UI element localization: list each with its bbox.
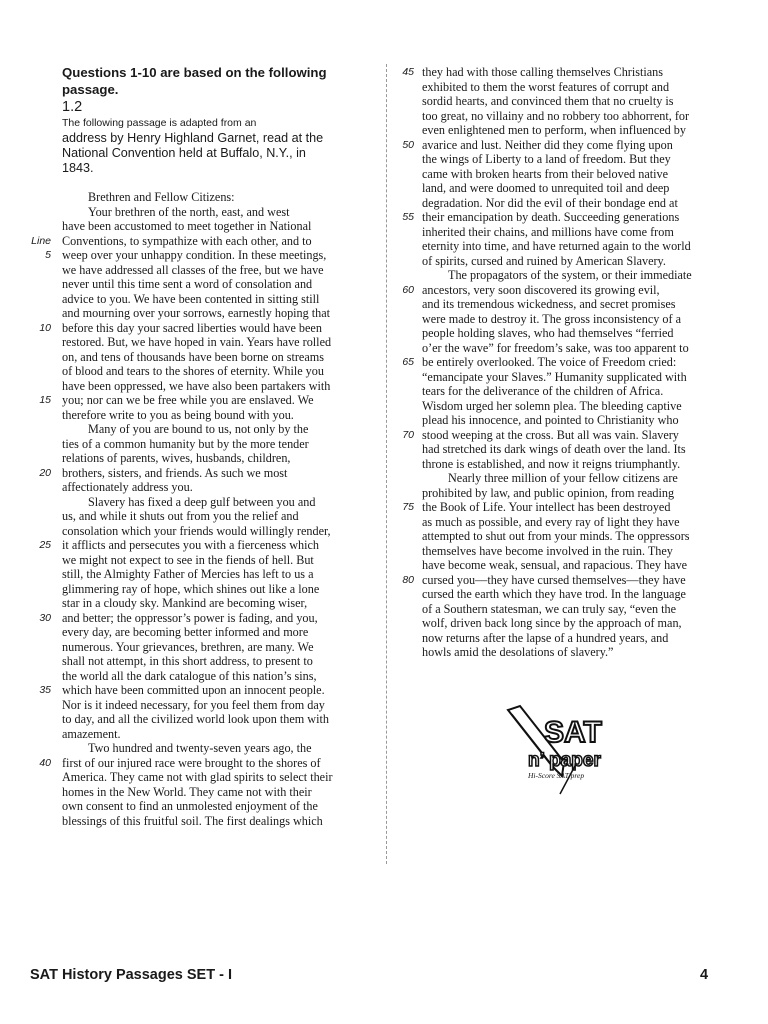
passage-line-text: Slavery has fixed a deep gulf between you and [88, 494, 316, 509]
passage-line [422, 529, 732, 544]
passage-line [422, 442, 732, 457]
passage-line [422, 515, 732, 530]
line-number: 5 [45, 249, 51, 261]
line-number: 65 [402, 356, 414, 368]
line-number: 15 [39, 394, 51, 406]
intro-line-1: The following passage is adapted from an [62, 117, 257, 129]
passage-line-text: still, the Almighty Father of Mercies has left to us a [62, 567, 314, 581]
passage-line-text: of spirits, cursed and ruined by American Slavery. [422, 253, 666, 268]
passage-line [422, 109, 732, 124]
passage-line-text: and mourning over your sorrows, earnestly hoping that [62, 306, 331, 320]
line-number: 20 [39, 466, 51, 479]
passage-line-text: they had with those calling themselves Christians [422, 65, 664, 79]
passage-line [39, 538, 372, 553]
passage-line [422, 167, 732, 182]
passage-left-column [31, 190, 372, 828]
passage-line-text: Wisdom urged her solemn plea. The bleeding captive [422, 398, 682, 413]
set-number: 1.2 [62, 99, 83, 115]
passage-line [62, 814, 372, 829]
passage-line-text: now returns after the lapse of a hundred years, and [422, 630, 669, 645]
passage-line-text: we might not expect to see in the fiends of hell. But [62, 552, 314, 567]
line-number: 45 [402, 66, 414, 78]
passage-line [402, 137, 732, 153]
passage-line [422, 413, 732, 428]
sat-n-paper-logo [498, 704, 602, 800]
passage-line [39, 755, 372, 771]
passage-line [39, 465, 372, 481]
questions-instruction [62, 64, 362, 98]
passage-line-text: avarice and lust. Neither did they come flying upon [422, 137, 673, 152]
passage-line-text: degradation. Nor did the evil of their bondage end at [422, 195, 678, 210]
passage-line-text: as much as possible, and every ray of light they have [422, 514, 680, 529]
passage-line [62, 509, 372, 524]
passage-line [422, 370, 732, 385]
passage-line-text: o’er the wave” for freedom’s sake, was too apparent to [422, 340, 689, 355]
passage-line [62, 654, 372, 669]
passage-line-text: affectionately address you. [62, 480, 193, 494]
passage-line-text: tears for the deliverance of the children of Africa. [422, 384, 664, 398]
passage-line [62, 190, 372, 205]
passage-line-text: have been oppressed, we have also been partakers with [62, 378, 331, 393]
passage-line [422, 326, 732, 341]
passage-intro [62, 116, 362, 176]
passage-line [62, 306, 372, 321]
line-number: 40 [39, 756, 51, 769]
intro-line-2: address by Henry Highland Garnet, read at the [62, 131, 324, 145]
line-number: 70 [402, 428, 414, 441]
passage-line [62, 727, 372, 742]
passage-line [39, 610, 372, 626]
passage-line [62, 408, 372, 423]
passage-line [422, 486, 732, 501]
passage-line-text: advice to you. We have been contented in sitting still [62, 291, 320, 306]
passage-line [62, 596, 372, 611]
passage-line [422, 645, 732, 660]
passage-line [402, 427, 732, 443]
logo-word-1: SAT [544, 716, 602, 749]
passage-line [402, 282, 732, 298]
passage-line [62, 712, 372, 727]
passage-line [62, 785, 372, 800]
question-header [62, 64, 362, 176]
passage-line [62, 219, 372, 234]
line-number: 50 [402, 138, 414, 151]
passage-line-text: weep over your unhappy condition. In these meetings, [62, 248, 327, 262]
passage-line-text: came with broken hearts from their beloved native [422, 166, 669, 181]
page-number: 4 [700, 967, 709, 983]
passage-line [422, 239, 732, 254]
passage-line-text: therefore write to you as being bound with you. [62, 407, 294, 422]
passage-line [422, 587, 732, 602]
passage-line [62, 553, 372, 568]
passage-line [62, 422, 372, 437]
passage-line-text: it afflicts and persecutes you with a fierceness which [62, 538, 319, 552]
passage-line-text: prohibited by law, and public opinion, from reading [422, 485, 675, 500]
passage-line [39, 320, 372, 336]
passage-line-text: inherited their chains, and millions have come from [422, 224, 674, 239]
intro-line-3: National Convention held at Buffalo, N.Y., in [62, 146, 306, 160]
passage-line [402, 500, 732, 515]
passage-line-text: shall not attempt, in this short address, to present to [62, 654, 313, 668]
passage-line-text: relations of parents, wives, husbands, children, [62, 451, 291, 465]
line-number: 80 [402, 573, 414, 586]
passage-line-text: have become weak, sensual, and rapacious. They have [422, 558, 688, 572]
passage-line-text: of a Southern statesman, we can truly say, “even the [422, 601, 677, 616]
passage-line-text: land, and were doomed to unrequited toil and deep [422, 181, 670, 195]
passage-line-text: attempted to shut out from your minds. The oppressors [422, 529, 690, 543]
line-number: 25 [39, 539, 51, 551]
passage-line [422, 225, 732, 240]
line-label: Line [31, 234, 51, 247]
passage-line [422, 631, 732, 646]
passage-line-text: sordid hearts, and convinced them that no cruelty is [422, 94, 674, 108]
passage-line-text: throne is established, and now it reigns triumphantly. [422, 456, 681, 471]
passage-line [39, 683, 372, 698]
passage-line-text: ancestors, very soon discovered its growing evil, [422, 282, 660, 297]
passage-line-text: cursed you—they have cursed themselves—they have [422, 572, 686, 587]
passage-line [39, 393, 372, 408]
passage-line [422, 471, 732, 486]
passage-line [62, 379, 372, 394]
passage-line [62, 480, 372, 495]
passage-line [422, 457, 732, 472]
passage-line [422, 399, 732, 414]
passage-line-text: Brethren and Fellow Citizens: [88, 190, 235, 204]
passage-line-text: Your brethren of the north, east, and west [88, 204, 290, 219]
passage-line [45, 248, 372, 263]
line-number: 60 [402, 283, 414, 296]
passage-line [62, 335, 372, 350]
passage-line-text: the world all the dark catalogue of this nation’s sins, [62, 668, 317, 683]
line-number: 55 [402, 211, 414, 223]
passage-line-text: brothers, sisters, and friends. As such we most [62, 465, 288, 480]
passage-line [62, 640, 372, 655]
passage-line [62, 524, 372, 539]
passage-line-text: Nor is it indeed necessary, for you feel them from day [62, 697, 325, 712]
passage-line [422, 80, 732, 95]
passage-line [62, 625, 372, 640]
passage-line [422, 94, 732, 109]
passage-line [62, 495, 372, 510]
passage-line-text: even enlightened men to perform, when influenced by [422, 123, 686, 137]
passage-line-text: exhibited to them the worst features of corrupt and [422, 79, 670, 94]
passage-line [62, 669, 372, 684]
passage-line-text: America. They came not with glad spirits to select their [62, 770, 333, 784]
logo-tagline: Hi-Score SAT prep [528, 771, 585, 780]
passage-line [422, 196, 732, 211]
passage-line [422, 297, 732, 312]
passage-line-text: never until this time sent a word of consolation and [62, 277, 313, 291]
passage-line [422, 544, 732, 559]
passage-line [62, 277, 372, 292]
passage-line-text: restored. But, we have hoped in vain. Years have rolled [62, 335, 332, 349]
passage-right-column [402, 65, 732, 660]
logo-word-2: n’ paper [528, 750, 601, 771]
passage-line-text: wolf, driven back long since by the approach of man, [422, 616, 682, 630]
passage-line [422, 181, 732, 196]
passage-line-text: The propagators of the system, or their immediate [448, 268, 692, 282]
passage-line-text: first of our injured race were brought to the shores of [62, 755, 321, 770]
passage-line [62, 567, 372, 582]
passage-line [62, 350, 372, 365]
passage-line [62, 205, 372, 220]
passage-line [62, 263, 372, 278]
passage-line [422, 602, 732, 617]
passage-line-text: of blood and tears to the shores of eternity. While you [62, 364, 324, 378]
passage-line [422, 384, 732, 399]
line-number: 35 [39, 684, 51, 696]
passage-line-text: plead his innocence, and pointed to Christianity who [422, 413, 679, 427]
passage-line [422, 558, 732, 573]
passage-line [422, 123, 732, 138]
line-number: 10 [39, 321, 51, 334]
passage-line [422, 341, 732, 356]
passage-line-text: and better; the oppressor’s power is fading, and you, [62, 610, 318, 625]
passage-line [422, 616, 732, 631]
passage-line [402, 65, 732, 80]
questions-line-1: Questions 1-10 are based on the following [62, 65, 327, 80]
passage-line [62, 437, 372, 452]
passage-line-text: themselves have become involved in the ruin. They [422, 543, 673, 558]
passage-line-text: Nearly three million of your fellow citizens are [448, 471, 678, 485]
passage-line-text: Many of you are bound to us, not only by the [88, 422, 309, 436]
passage-line-text: you; nor can we be free while you are enslaved. We [62, 393, 314, 407]
questions-line-2: passage. [62, 82, 119, 97]
passage-line-text: ties of a common humanity but by the more tender [62, 436, 309, 451]
passage-line [62, 698, 372, 713]
passage-line-text: the Book of Life. Your intellect has been destroyed [422, 500, 671, 514]
passage-line-text: every day, are becoming better informed and more [62, 625, 309, 639]
passage-line-text: homes in the New World. They came not with their [62, 784, 312, 799]
passage-line-text: too great, no villainy and no robbery too abhorrent, for [422, 108, 690, 123]
passage-line-text: consolation which your friends would willingly render, [62, 523, 331, 538]
passage-line-text: “emancipate your Slaves.” Humanity supplicated with [422, 369, 687, 384]
column-divider [386, 64, 387, 864]
passage-line [62, 770, 372, 785]
passage-line-text: blessings of this fruitful soil. The first dealings which [62, 813, 323, 828]
passage-line [62, 364, 372, 379]
passage-line [62, 582, 372, 597]
passage-line-text: eternity into time, and have returned again to the world [422, 239, 691, 253]
passage-line [422, 268, 732, 283]
passage-line-text: amazement. [62, 726, 121, 741]
passage-line-text: howls amid the desolations of slavery.” [422, 645, 614, 659]
passage-line-text: people holding slaves, who had themselves “ferried [422, 326, 674, 340]
passage-line [422, 152, 732, 167]
passage-line [62, 451, 372, 466]
passage-line-text: Two hundred and twenty-seven years ago, the [88, 741, 312, 755]
passage-line [422, 312, 732, 327]
passage-line-text: which have been committed upon an innocent people. [62, 683, 325, 697]
passage-line-text: were made to destroy it. The gross inconsistency of a [422, 311, 682, 326]
passage-line-text: we have addressed all classes of the free, but we have [62, 262, 324, 277]
passage-line-text: have been accustomed to meet together in National [62, 219, 312, 233]
passage-line-text: the wings of Liberty to a land of freedom. But they [422, 152, 671, 166]
passage-line-text: their emancipation by death. Succeeding generations [422, 210, 680, 224]
passage-line-text: before this day your sacred liberties would have been [62, 320, 322, 335]
line-number: 30 [39, 611, 51, 624]
passage-line [31, 233, 372, 249]
passage-line [62, 799, 372, 814]
passage-line-text: had stretched its dark wings of death over the land. Its [422, 442, 686, 456]
footer-title: SAT History Passages SET - I [30, 967, 232, 983]
passage-line-text: numerous. Your grievances, brethren, are many. We [62, 639, 314, 654]
passage-line [422, 254, 732, 269]
passage-line-text: cursed the earth which they have trod. In the language [422, 587, 686, 601]
line-number: 75 [402, 501, 414, 513]
passage-line-text: glimmering ray of hope, which shines out like a lone [62, 581, 320, 596]
passage-line [402, 355, 732, 370]
passage-line [402, 210, 732, 225]
passage-line-text: star in a cloudy sky. Mankind are becoming wiser, [62, 596, 308, 610]
intro-line-4: 1843. [62, 161, 94, 175]
passage-line-text: us, and while it shuts out from you the relief and [62, 509, 299, 523]
passage-line-text: be entirely overlooked. The voice of Freedom cried: [422, 355, 677, 369]
passage-line-text: and its tremendous wickedness, and secret promises [422, 297, 676, 311]
passage-line-text: on, and tens of thousands have been borne on streams [62, 349, 324, 364]
passage-line-text: to day, and all the civilized world look upon them with [62, 712, 329, 726]
passage-line [62, 292, 372, 307]
passage-line-text: stood weeping at the cross. But all was vain. Slavery [422, 427, 679, 442]
passage-line [402, 572, 732, 588]
passage-line [62, 741, 372, 756]
passage-line-text: Conventions, to sympathize with each other, and to [62, 233, 312, 248]
passage-line-text: own consent to find an unmolested enjoyment of the [62, 799, 318, 813]
